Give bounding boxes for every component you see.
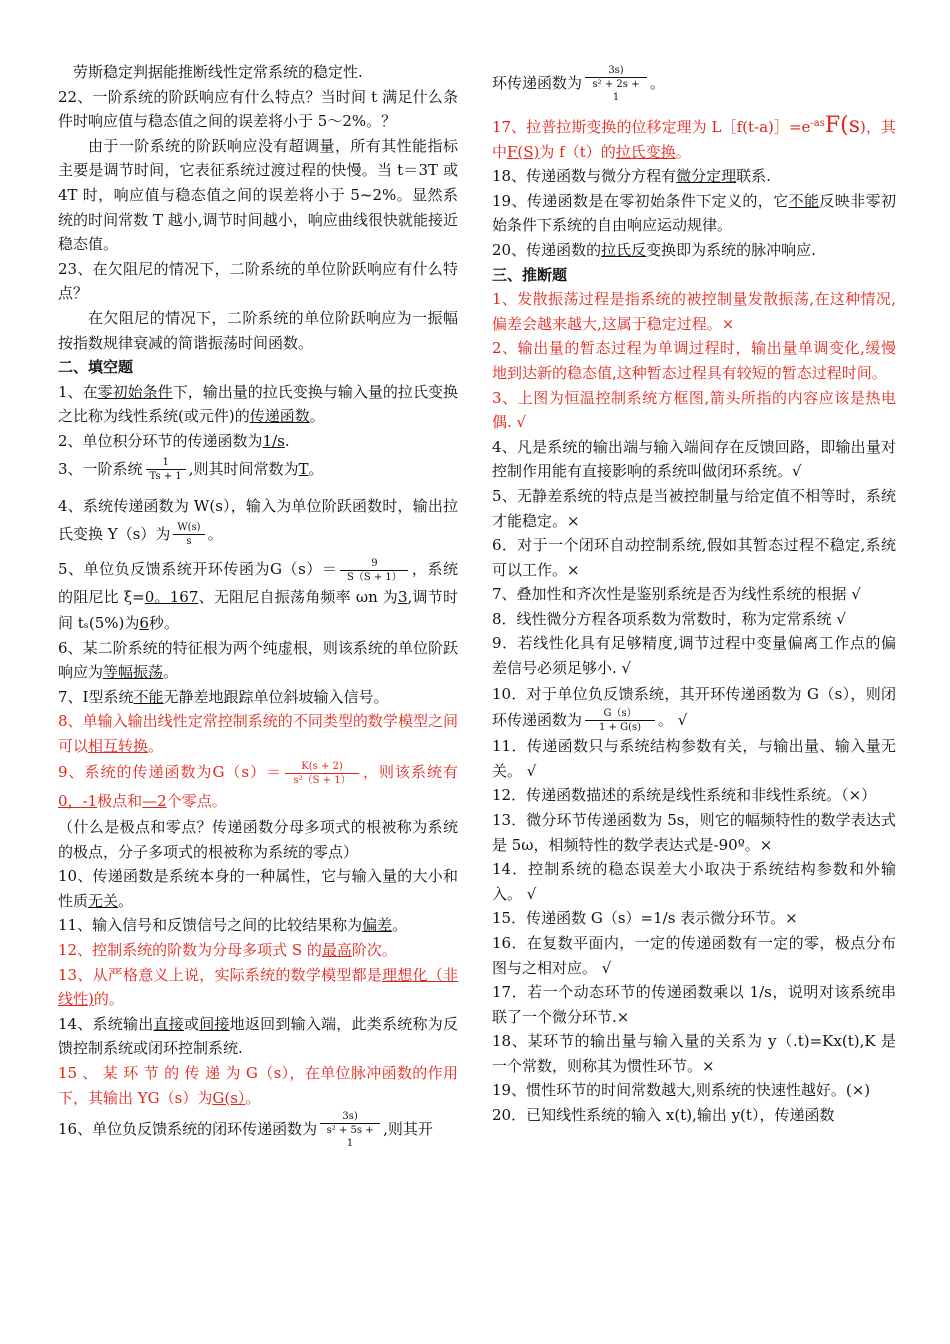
fill-17-text-c: 为 f（t）的: [539, 142, 616, 161]
fill-12-text-b: 阶次。: [351, 940, 397, 959]
fill-16-denominator: s² + 5s + 1: [326, 1125, 374, 1150]
question-23: 23、在欠阻尼的情况下，二阶系统的单位阶跃响应有什么特点？: [58, 259, 458, 303]
fill-9-note: （什么是极点和零点？传递函数分母多项式的根被称为系统的极点，分子多项式的根被称为系统的零点）: [58, 817, 458, 861]
judge-10-text-b: 。 √: [658, 710, 688, 729]
fill-5-denominator: S（S + 1）: [346, 571, 402, 583]
judge-item-6: 6．对于一个闭环自动控制系统,假如其暂态过程不稳定,系统可以工作。×: [492, 536, 896, 579]
fill-18-text-a: 18、传递函数与微分方程有: [492, 167, 677, 186]
fill-6-text-a: 6、某二阶系统的特征根为两个纯虚根，则该系统的单位阶跃响应为: [58, 638, 458, 682]
fill-3-text-c: 。: [308, 459, 324, 478]
judge-item-17: 17．若一个动态环节的传递函数乘以 1/s，说明对该系统串联了一个微分环节.×: [492, 983, 896, 1026]
fill-item-17: [492, 112, 896, 164]
fill-5-g-label: G（s）＝: [270, 560, 338, 578]
fill-5-answer-time: 6: [139, 613, 149, 632]
judge-item-16: 16．在复数平面内，一定的传递函数有一定的零，极点分布图与之相对应。 √: [492, 933, 896, 977]
fill-item-3: [58, 454, 458, 484]
fill-9-answer-zeros: —2: [142, 791, 167, 810]
fill-15-text-a: 15 、 某 环 节 的 传 递 为 G（s），在单位脉冲函数的作用下，其输出 YG（s）为: [58, 1063, 458, 1107]
fill-3-text-a: 3、一阶系统: [58, 459, 143, 478]
judge-item-13: 13．微分环节传递函数为 5s，则它的幅频特性的数学表达式是 5ω，相频特性的数学表达式是-90º。×: [492, 810, 896, 854]
fill-20-answer: 拉氏反: [601, 240, 647, 259]
fill-item-20: [492, 238, 896, 263]
judge-item-1: 1、发散振荡过程是指系统的被控制量发散振荡,在这种情况,偏差会越来越大,这属于稳定过程。×: [492, 290, 896, 333]
fill-14-answer-indirect: 间接: [199, 1014, 230, 1033]
fill-17-f-of-s: F(s: [824, 113, 861, 138]
judge-item-14: 14．控制系统的稳态误差大小取决于系统结构参数和外输入。 √: [492, 860, 896, 903]
spacer: [492, 104, 896, 112]
judge-item-8: 8．线性微分方程各项系数为常数时，称为定常系统 √: [492, 609, 846, 628]
fill-18-text-b: 联系.: [736, 167, 771, 186]
fill-14-answer-direct: 直接: [153, 1014, 184, 1033]
fill-item-2: [58, 429, 458, 454]
fill-9-text-a: 9、系统的传递函数为: [58, 763, 213, 782]
fill-10-text-a: 10、传递函数是系统本身的一种属性，它与输入量的大小和性质: [58, 867, 458, 910]
fill-8-text-b: 。: [148, 736, 164, 755]
fill-item-5: [58, 556, 458, 636]
fill-item-6: [58, 636, 458, 685]
fill-17-answer-laplace: 拉氏变换: [615, 142, 676, 161]
fill-4-numerator: W(s): [173, 521, 204, 535]
fill-16-text-b: ,则其开: [383, 1120, 433, 1139]
fill-19-text-a: 19、传递函数是在零初始条件下定义的，它: [492, 191, 789, 210]
fill-18-answer: 微分定理: [676, 167, 737, 186]
fill-4-text-b: 。: [207, 524, 223, 543]
fill-16-fraction: [320, 1110, 380, 1150]
fill-19-answer: 不能: [788, 191, 820, 210]
fill-9-text-c: 极点和: [97, 791, 143, 810]
judge-item-15: 15．传递函数 G（s）=1/s 表示微分环节。×: [492, 909, 798, 928]
fill-11-text-b: 。: [392, 916, 408, 935]
fill-17-exponent: -as: [810, 118, 825, 129]
fill-item-19: [492, 189, 896, 238]
fill-17-text-a: 17、拉普拉斯变换的位移定理为 L［f(t-a)］=e: [492, 118, 811, 136]
fill-1-text-b: 下，输出量的拉氏变换与输入量的拉氏变换之比称为线性系统(或元件)的: [58, 382, 458, 426]
fill-1-text-a: 1、在: [58, 382, 98, 401]
fill-3-fraction: [146, 456, 186, 483]
judge-10-text-a: 10．对于单位负反馈系统，其开环传递函数为 G（s），则闭环传递函数为: [492, 684, 896, 729]
fill-16-open-loop-fraction: [585, 64, 647, 104]
fill-5-text-c: 、无阻尼自振荡角频率 ωn 为: [198, 587, 398, 606]
section-heading-judgement: 三、推断题: [492, 265, 568, 284]
fill-3-numerator: 1: [146, 456, 186, 470]
fill-5-fraction: [340, 557, 408, 584]
fill-2-answer: 1/s: [262, 431, 285, 450]
fill-14-text-b: 或: [183, 1014, 200, 1033]
fill-12-text-a: 12、控制系统的阶数为分母多项式 S 的: [58, 940, 322, 959]
fill-15-text-b: 。: [245, 1088, 261, 1107]
fill-9-numerator: K(s + 2): [285, 760, 359, 774]
fill-item-14: [58, 1012, 458, 1061]
fill-5-text-a: 5、单位负反馈系统开环传函为: [58, 560, 271, 578]
fill-5-answer-damping: 0。167: [144, 587, 199, 606]
fill-9-fraction: [285, 760, 359, 787]
answer-23: 在欠阻尼的情况下，二阶系统的单位阶跃响应为一振幅按指数规律衰减的简谐振荡时间函数。: [58, 308, 458, 352]
judge-item-10: [492, 681, 896, 735]
judge-item-11: 11．传递函数只与系统结构参数有关，与输出量、输入量无关。 √: [492, 737, 896, 780]
fill-11-answer: 偏差: [362, 916, 393, 935]
fill-11-text-a: 11、输入信号和反馈信号之间的比较结果称为: [58, 916, 363, 935]
fill-item-9: [58, 758, 458, 815]
fill-4-denominator: s: [186, 536, 192, 547]
fill-12-answer: 最高: [321, 940, 352, 959]
judge-item-12: 12．传递函数描述的系统是线性系统和非线性系统。（×）: [492, 786, 877, 805]
fill-20-text-b: 变换即为系统的脉冲响应.: [646, 240, 816, 259]
fill-item-13: [58, 963, 458, 1012]
fill-4-fraction: [173, 521, 204, 548]
spacer: [58, 548, 458, 556]
fill-14-text-a: 14、系统输出: [58, 1014, 154, 1033]
question-22: 22、一阶系统的阶跃响应有什么特点？当时间 t 满足什么条件时响应值与稳态值之间的误差将小于 5～2%。？: [58, 87, 458, 131]
fill-5-text-b: ，系统的阻尼比 ξ=: [58, 560, 458, 606]
fill-10-text-b: 。: [118, 891, 134, 910]
fill-item-11: [58, 913, 458, 938]
fill-9-g-label: G（s）＝: [212, 763, 283, 782]
fill-5-text-e: 秒。: [148, 613, 179, 632]
fill-9-text-b: ，则该系统有: [362, 763, 458, 782]
answer-22: 由于一阶系统的阶跃响应没有超调量，所有其性能指标主要是调节时间，它表征系统过渡过程的快慢。当 t＝3T 或 4T 时，响应值与稳态值之间的误差将小于 5~2%。显然系统的时间常数 T 越小,调节时间越小，响应曲线很快就能接近稳态值。: [58, 136, 458, 254]
fill-1-answer-a: 零初始条件: [97, 382, 173, 401]
fill-16-numerator: 3s): [320, 1110, 380, 1124]
judge-item-4: 4、凡是系统的输出端与输入端间存在反馈回路，即输出量对控制作用能有直接影响的系统叫做闭环系统。√: [492, 437, 896, 481]
fill-20-text-a: 20、传递函数的: [492, 240, 602, 259]
fill-5-text-d: ,调节时间 tₛ(5%)为: [58, 587, 458, 632]
fill-4-text-a: 4、系统传递函数为 W(s），输入为单位阶跃函数时，输出拉氏变换 Y（s）为: [58, 496, 458, 543]
fill-16-cont-text-a: 环传递函数为: [492, 74, 583, 92]
fill-item-15: [58, 1061, 458, 1110]
fill-13-answer: 理想化（非线性): [58, 965, 458, 1009]
fill-5-answer-omega: 3: [397, 587, 408, 606]
fill-2-text-a: 2、单位积分环节的传递函数为: [58, 431, 263, 450]
paragraph-routh: 劳斯稳定判据能推断线性定常系统的稳定性.: [73, 63, 363, 81]
fill-13-text-a: 13、从严格意义上说，实际系统的数学模型都是: [58, 965, 383, 984]
fill-item-1: [58, 380, 458, 429]
fill-16-continued: [492, 64, 896, 104]
fill-3-text-b: ,则其时间常数为: [188, 459, 299, 478]
judge-item-18: 18、某环节的输出量与输入量的关系为 y（.t)=Kx(t),K 是一个常数，则称其为惯性环节。×: [492, 1032, 896, 1075]
fill-8-text-a: 8、单输入输出线性定常控制系统的不同类型的数学模型之间可以: [58, 712, 458, 755]
fill-6-text-b: 。: [163, 663, 179, 682]
fill-item-4: [58, 492, 458, 549]
fill-16-open-loop-denominator: s² + 2s + 1: [592, 79, 640, 103]
fill-16-open-loop-numerator: 3s): [585, 64, 647, 78]
fill-13-text-b: 的。: [93, 990, 124, 1009]
fill-17-text-d: 。: [675, 142, 691, 161]
judge-item-20: 20．已知线性系统的输入 x(t),输出 y(t），传递函数: [492, 1106, 835, 1125]
fill-5-numerator: 9: [340, 557, 408, 571]
judge-item-7: 7、叠加性和齐次性是鉴别系统是否为线性系统的根据 √: [492, 585, 861, 604]
judge-item-2: 2、输出量的暂态过程为单调过程时，输出量单调变化,缓慢地到达新的稳态值,这种暂态过程具有较短的暂态过程时间。: [492, 339, 896, 382]
fill-9-text-d: 个零点。: [166, 791, 227, 810]
fill-16-text-a: 16、单位负反馈系统的闭环传递函数为: [58, 1120, 318, 1139]
fill-1-answer-b: 传递函数: [249, 407, 310, 426]
judge-item-9: 9．若线性化具有足够精度,调节过程中变量偏离工作点的偏差信号必须足够小. √: [492, 634, 896, 678]
left-column: [58, 60, 458, 1150]
fill-item-18: [492, 164, 896, 189]
fill-3-denominator: Ts + 1: [149, 471, 182, 482]
judge-10-fraction: [585, 707, 655, 734]
fill-item-10: [58, 864, 458, 913]
fill-7-answer: 不能: [133, 687, 164, 706]
fill-10-answer: 无关: [88, 891, 119, 910]
judge-item-19: 19、惯性环节的时间常数越大,则系统的快速性越好。(×): [492, 1081, 871, 1100]
fill-15-answer: G(s）: [212, 1088, 246, 1107]
fill-item-12: [58, 938, 458, 963]
fill-item-7: [58, 685, 458, 710]
spacer: [58, 484, 458, 492]
fill-6-answer: 等幅振荡: [103, 663, 164, 682]
right-column: [492, 64, 896, 1128]
fill-item-16: [58, 1110, 458, 1150]
fill-7-text-a: 7、Ⅰ型系统: [58, 687, 134, 706]
fill-9-answer-poles: 0，-1: [58, 791, 98, 810]
fill-2-text-b: .: [284, 431, 290, 450]
fill-1-text-c: 。: [309, 407, 325, 426]
judge-10-denominator: 1 + G(s): [599, 722, 642, 734]
fill-14-text-c: 地返回到输入端，此类系统称为反馈控制系统或闭环控制系统.: [58, 1014, 458, 1058]
fill-16-cont-text-b: 。: [650, 74, 666, 92]
fill-item-8: [58, 709, 458, 758]
fill-7-text-b: 无静差地跟踪单位斜坡输入信号。: [163, 687, 389, 706]
judge-10-numerator: G（s）: [585, 707, 655, 721]
judge-item-3: 3、上图为恒温控制系统方框图,箭头所指的内容应该是热电偶. √: [492, 388, 896, 432]
section-heading-fill-in: 二、填空题: [58, 358, 134, 377]
fill-19-text-b: 反映非零初始条件下系统的自由响应运动规律。: [492, 191, 896, 235]
judge-item-5: 5、无静差系统的特点是当被控制量与给定值不相等时，系统才能稳定。×: [492, 486, 896, 530]
fill-8-answer: 相互转换: [88, 736, 149, 755]
fill-3-answer: T: [298, 459, 309, 478]
fill-9-denominator: s²（S + 1）: [293, 774, 351, 786]
fill-17-text-b: )，其中: [492, 118, 896, 161]
fill-17-answer-fs: F(S): [507, 142, 540, 161]
